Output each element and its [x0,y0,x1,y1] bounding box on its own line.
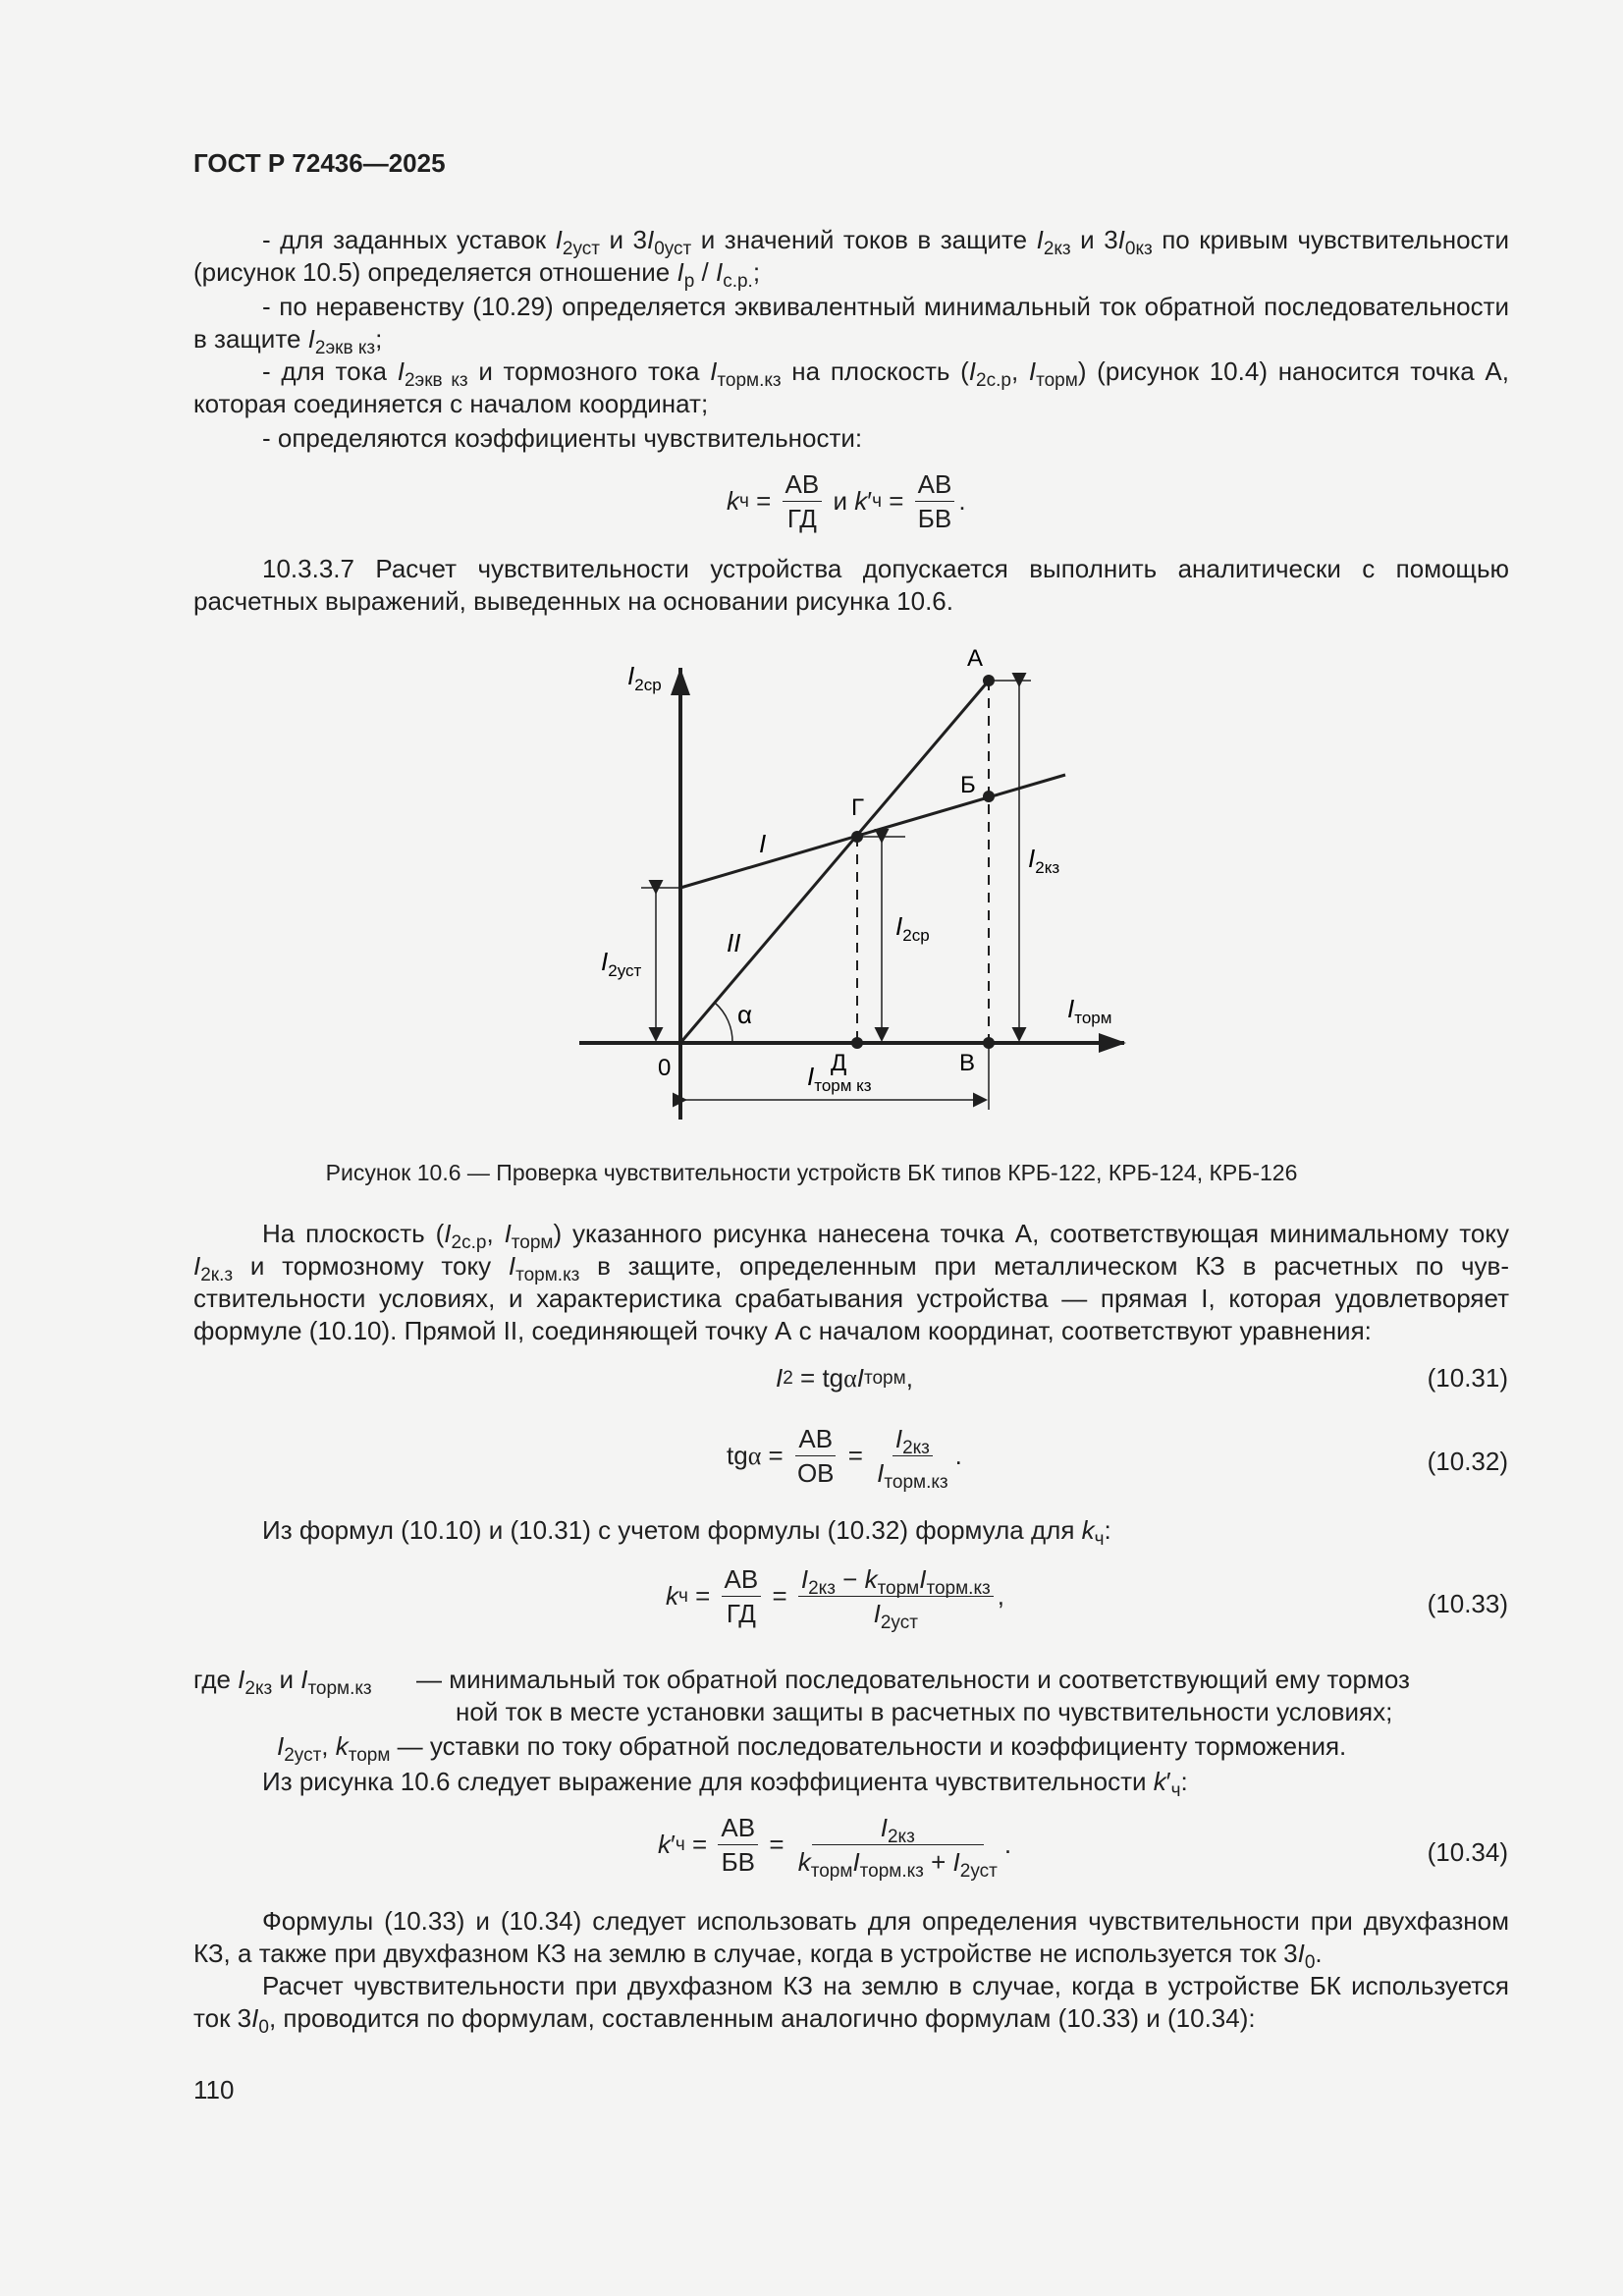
label-A: А [967,645,984,672]
label-O: 0 [658,1055,672,1081]
svg-text:I2кз: $I_{2кз}$ [1028,844,1060,877]
svg-text:I2уст: $I_{2уст}$ [601,947,642,980]
x-axis-arrow [1099,1033,1126,1053]
paragraph-from-figure: Из рисунка 10.6 следует выражение для коэффициента чувствительности $k'_ч$: [262,1767,1188,1801]
line-II [680,681,989,1043]
label-line-I: I [759,829,767,858]
point-G [851,831,863,843]
label-G: Г [851,794,864,821]
y-axis-arrow [671,668,690,695]
figure-10-6 [550,638,1139,1129]
point-B [983,791,995,802]
alpha-arc [715,1003,732,1043]
label-line-II: II [727,928,741,957]
label-D: Д [831,1050,847,1076]
figure-caption: Рисунок 10.6 — Проверка чувствительности устройств БК типов КРБ-122, КРБ-124, КРБ-126 [325,1160,1298,1185]
formula-10-31: I 2 = tg α I торм , [776,1363,913,1393]
svg-text:I2ср: $I_{2ср}$ [895,911,930,945]
paragraph-from-formulas: Из формул (10.10) и (10.31) с учетом формулы (10.32) формула для $k_ч$: [262,1515,1111,1550]
eq-number-10-32: (10.32) [1427,1447,1508,1476]
page-number: 110 [193,2075,235,2105]
point-A [983,675,995,686]
paragraph-step-3: - для тока $I_{2экв кз}$ и тормозного тока $I_{торм.кз}$ на плоскость ($I_{2с.р}$, $I_{торм}$) (рисунок 10.4) наносится точка А, которая соединяется с началом координат; [193,356,1509,418]
label-V: В [959,1050,976,1076]
svg-text:Iторм: $I_{торм}$ [1067,994,1112,1027]
label-alpha: α [737,1000,753,1029]
document-header: ГОСТ Р 72436—2025 [193,148,446,178]
paragraph-formulas-usage: Формулы (10.33) и (10.34) следует использовать для определения чувствительности при двухфазном КЗ, а также при двухфазном КЗ на землю в случае, когда в устройстве не используется ток $3I_0$. [193,1906,1509,1973]
where-label: где $I_{2кз}$ и $I_{торм.кз}$ [193,1665,372,1699]
eq-number-10-33: (10.33) [1427,1589,1508,1618]
svg-text:I2ср: $I_{2ср}$ [627,661,662,694]
eq-number-10-31: (10.31) [1427,1363,1508,1393]
svg-text:Iторм кз: $I_{торм кз}$ [807,1062,872,1095]
line-I [680,775,1065,888]
where-def-2: $I_{2уст}$, $k_{торм}$ — уставки по току обратной последовательности и коэффициенту торможения. [277,1731,1347,1766]
point-D [851,1037,863,1049]
label-B: Б [960,772,976,798]
formula-10-32: tg α = $\frac{АВ}{ОВ}$ = $\frac{I_{2кз}}{I_{торм.кз}}$ . [727,1424,962,1493]
where-def-1: — минимальный ток обратной последовательности и соответствующий ему тормоз ной ток в месте установки защиты в расчетных по чувствительности условиях; [416,1665,1410,1726]
paragraph-step-2: - по неравенству (10.29) определяется эквивалентный минимальный ток обратной последовательности в защите $I_{2экв кз}$; [193,292,1509,358]
paragraph-step-4: - определяются коэффициенты чувствительности: [262,423,863,453]
formula-kch: k ч = $\frac{АВ}{ГД}$ и k ′ ч = $\frac{АВ}{БВ}$ . [727,469,966,533]
point-V [983,1037,995,1049]
paragraph-ground-fault: Расчет чувствительности при двухфазном КЗ на землю в случае, когда в устройстве БК используется ток $3I_0$, проводится по формулам, составленным аналогично формулам (10.33) и (10.34): [193,1971,1509,2038]
formula-10-34: k ′ ч = $\frac{АВ}{БВ}$ = $\frac{I_{2кз}}{k_{торм}I_{торм.кз} + I_{2уст}}$ . [658,1813,1012,1882]
formula-10-33: k ч = $\frac{АВ}{ГД}$ = $\frac{I_{2кз} - k_{торм}I_{торм.кз}}{I_{2уст}}$ , [666,1564,1004,1633]
paragraph-step-1: - для заданных уставок $I_{2уст}$ и $3I_{0уст}$ и значений токов в защите $I_{2кз}$ и $3I_{0кз}$ по кривым чувствительности (рисунок 10.5) определяется отношение $I_р / I_{с.р.}$; [193,225,1509,292]
paragraph-plane: На плоскость ($I_{2с.р}$, $I_{торм}$) указанного рисунка нанесена точка А, соответствующая минимальному току $I_{2к.з}$ и тормозному току $I_{торм.кз}$ в защите, определенным при металлическом КЗ в расчетных по чувствительности условиях, и характеристика срабатывания устройства — прямая I, которая удовлетворяет формуле (10.10). Прямой II, соединяющей точку А с началом координат, соответствуют уравнения: [193,1219,1509,1345]
eq-number-10-34: (10.34) [1427,1837,1508,1867]
paragraph-10337: 10.3.3.7 Расчет чувствительности устройства допускается выполнить аналитически с помощью расчетных выражений, выведенных на основании рисунка 10.6. [193,554,1509,616]
